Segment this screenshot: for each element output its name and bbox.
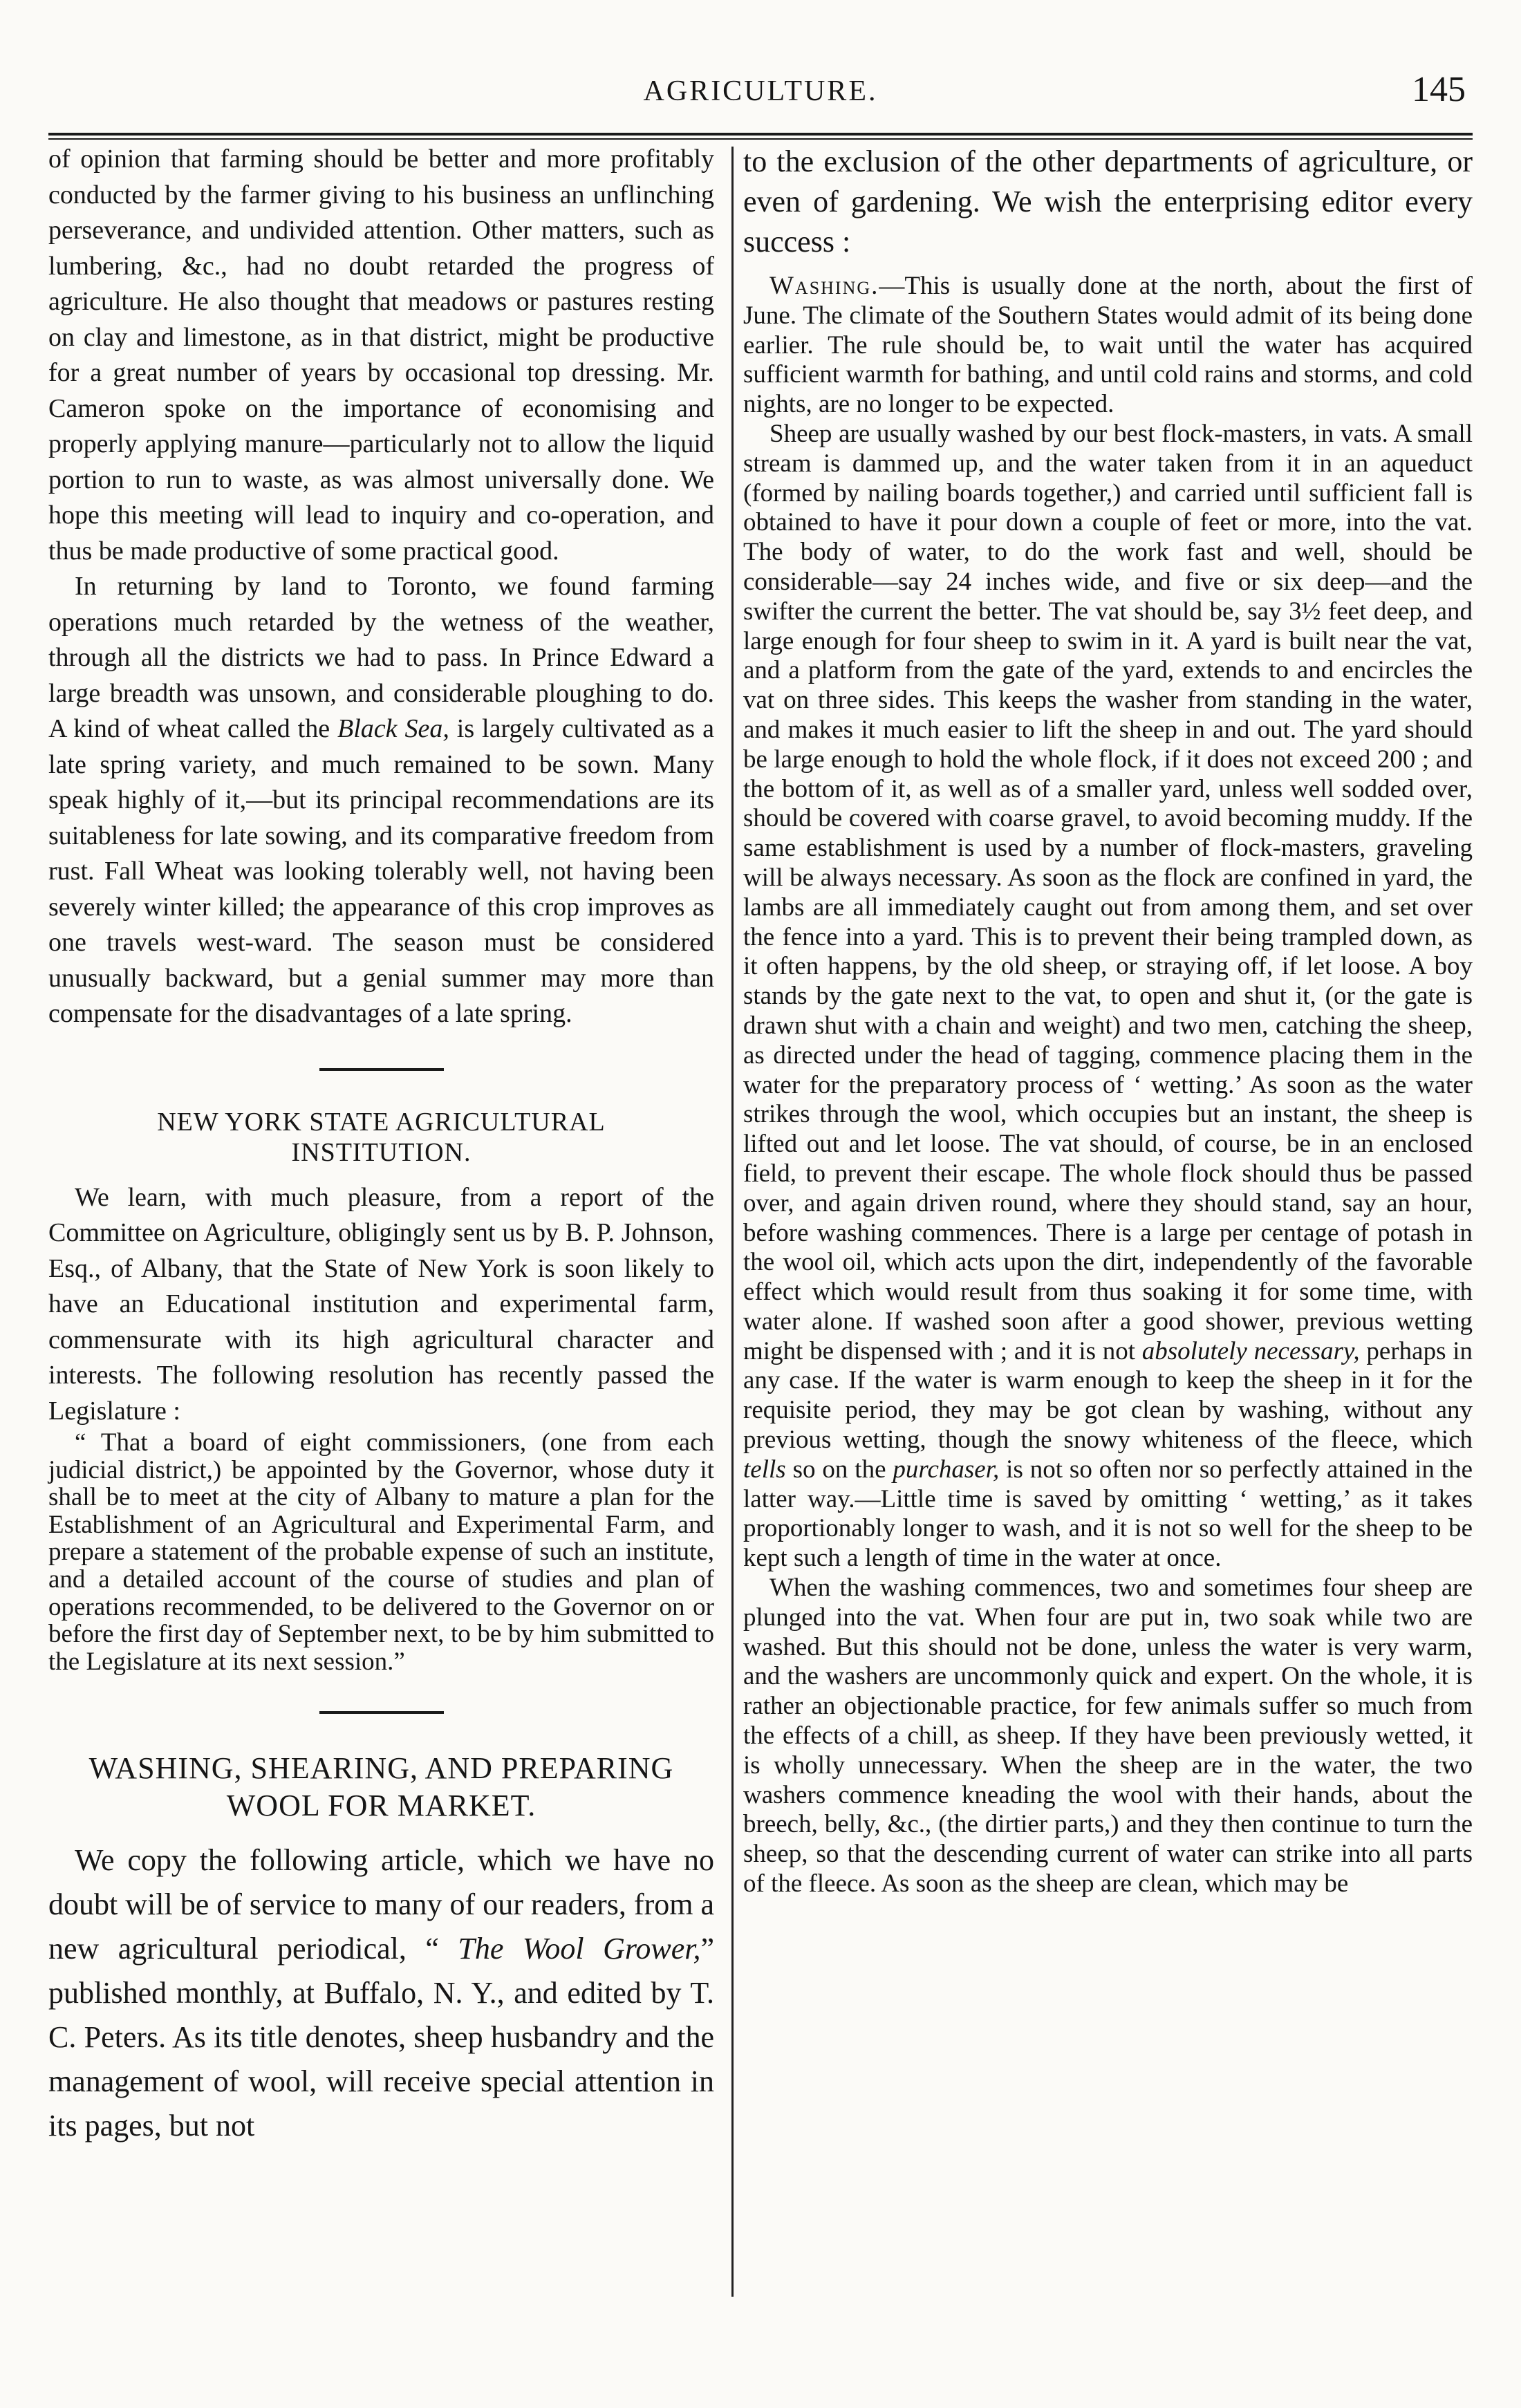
emphasis-text: tells — [743, 1455, 786, 1484]
paragraph-text: so on the — [785, 1455, 893, 1484]
paragraph-text: is not so often nor so perfectly attained in the latter way.—Little time is saved by omitting ‘ wetting,’ as it takes proportionably longer to wash, and it is not so well for the sheep to be kept such a length of time in the water at once. — [743, 1455, 1473, 1573]
quoted-resolution: “ That a board of eight commissioners, (one from each judicial district,) be appointed by the Governor, whose duty it shall be to meet at the city of Albany to mature a plan for the Establishment of an Agricultural and Experimental Farm, and prepare a statement of the probable expense of such an institute, and a detailed account of the course of studies and plan of operations recommended, to be delivered to the Governor on or before the first day of September next, to be by him submitted to the Legislature at its next session.” — [48, 1428, 714, 1676]
wheat-variety-name: Black Sea, — [337, 714, 449, 743]
paragraph-text: In returning by land to Toronto, we found farming operations much retarded by the wetness of the weather, through all the districts we had to pass. In Prince Edward a large breadth was unsown, and considerable ploughing to do. A kind of wheat called the — [48, 572, 714, 743]
header-rule-thin — [48, 138, 1473, 140]
paragraph-text: perhaps in any case. If the water is warm enough to keep the sheep in it for the requisite period, they may be got clean by washing, without any previous wetting, though the snowy whiteness of the fleece, which — [743, 1336, 1473, 1455]
paragraph-text: —This is usually done at the north, about the first of June. The climate of the Southern States would admit of its being done earlier. The rule should be, to wait until the water has acquired sufficient warmth for bathing, and until cold rains and storms, and cold nights, are no longer to be expected. — [743, 272, 1473, 419]
periodical-title: The Wool Grower, — [458, 1932, 701, 1966]
page-number: 145 — [1412, 70, 1466, 109]
emphasis-text: absolutely necessary, — [1141, 1336, 1360, 1365]
paragraph-institution: We learn, with much pleasure, from a report of the Committee on Agriculture, obligingly sent us by B. P. Johnson, Esq., of Albany, that the State of New York is soon likely to have an Educational institution and experimental farm, commensurate with its high agricultural character and interests. The following resolution has recently passed the Legislature : — [48, 1182, 714, 1426]
paragraph-washing-commences: When the washing commences, two and sometimes four sheep are plunged into the vat. When four are put in, two soak while two are washed. But this should not be done, unless the water is very warm, and the washers are uncommonly quick and expert. On the whole, it is rather an objectionable practice, for few animals suffer so much from the effects of a chill, as sheep. If they have been previously wetted, it is wholly unnecessary. When the sheep are in the water, the two washers commence kneading the wool with their hands, about the breech, belly, &c., (the dirtier parts,) and they then continue to turn the sheep, so that the descending current of water can strike into all parts of the fleece. As soon as the sheep are clean, which may be — [743, 1574, 1473, 1898]
right-column — [743, 142, 1473, 1899]
heading-line: WOOL FOR MARKET. — [226, 1789, 536, 1823]
paragraph-wool-grower-intro — [48, 1838, 714, 2148]
page-header — [48, 69, 1473, 118]
column-divider — [731, 147, 734, 2297]
section-heading-institution — [48, 1107, 714, 1168]
washing-lead: Washing. — [769, 272, 879, 300]
section-heading-wool — [48, 1750, 714, 1824]
paragraph-returning-toronto — [48, 569, 714, 1032]
section-separator — [319, 1068, 444, 1071]
running-title: AGRICULTURE. — [643, 75, 878, 107]
heading-line: INSTITUTION. — [291, 1137, 472, 1167]
paragraph-text: We copy the following article, which we have no doubt will be of service to many of our readers, from a new agricultural periodical, “ — [48, 1843, 714, 1966]
paragraph-text: Sheep are usually washed by our best flock-masters, in vats. A small stream is dammed up, and the water taken from it in an aqueduct (formed by nailing boards together,) and carried until sufficient fall is obtained to have it pour down a couple of feet or more, into the vat. The body of water, to do the work fast and well, should be considerable—say 24 inches wide, and five or six deep—and the swifter the current the better. The vat should be, say 3½ feet deep, and large enough for four sheep to swim in it. A yard is built near the vat, and a platform from the gate of the yard, extends to and encircles the vat on three sides. This keeps the washer from standing in the water, and makes it much easier to lift the sheep in and out. The yard should be large enough to hold the whole flock, if it does not exceed 200 ; and the bottom of it, as well as of a smaller yard, unless well sodded over, should be covered with coarse gravel, to avoid becoming muddy. If the same establishment is used by a number of flock-masters, graveling will be always necessary. As soon as the flock are confined in yard, the lambs are all immediately caught out from among them, and set over the fence into a yard. This is to prevent their being trampled down, as it often happens, by the old sheep, or straying off, if let loose. A boy stands by the gate next to the vat, to open and shut it, (or the gate is drawn shut with a chain and weight) and two men, catching the sheep, as directed under the head of tagging, commence placing them in the water for the preparatory process of ‘ wetting.’ As soon as the water strikes through the wool, which occupies but an instant, the sheep is lifted out and let loose. The vat should, of course, be in an enclosed field, to prevent their escape. The whole flock should thus be passed over, and again driven round, where they should stand, say an hour, before washing commences. There is a large per centage of potash in the wool oil, which acts upon the dirt, independently of the favorable effect which would result from thus soaking it for some time, with water alone. If washed soon after a good shower, previous wetting might be dispensed with ; and it is not — [743, 419, 1473, 1365]
paragraph-washing — [743, 272, 1473, 420]
heading-line: NEW YORK STATE AGRICULTURAL — [157, 1107, 606, 1137]
emphasis-text: purchaser, — [893, 1455, 1000, 1484]
section-separator — [319, 1711, 444, 1714]
heading-line: WASHING, SHEARING, AND PREPARING — [88, 1751, 674, 1786]
paragraph-continuation: to the exclusion of the other departments of agriculture, or even of gardening. We wish the enterprising editor every success : — [743, 144, 1473, 259]
paragraph-meeting-report: of opinion that farming should be better and more profitably conducted by the farmer giving to his business an unflinching perseverance, and undivided attention. Other matters, such as lumbering, &c., had no doubt retarded the progress of agriculture. He also thought that meadows or pastures resting on clay and limestone, as in that district, might be productive for a great number of years by occasional top dressing. Mr. Cameron spoke on the importance of economising and properly applying manure—particularly not to allow the liquid portion to run to waste, as was almost universally done. We hope this meeting will lead to inquiry and co-operation, and thus be made productive of some practical good. — [48, 144, 714, 566]
paragraph-text: ” published monthly, at Buffalo, N. Y., and edited by T. C. Peters. As its title denotes, sheep husbandry and the management of wool, will receive special attention in its pages, but not — [48, 1932, 714, 2143]
left-column — [48, 142, 714, 2148]
paragraph-text: is largely cultivated as a late spring variety, and much remained to be sown. Many speak highly of it,—but its principal recommendations are its suitableness for late sowing, and its comparative freedom from rust. Fall Wheat was looking tolerably well, not having been severely winter killed; the appearance of this crop improves as one travels west-ward. The season must be considered unusually backward, but a genial summer may more than compensate for the disadvantages of a late spring. — [48, 714, 714, 1028]
header-rule — [48, 133, 1473, 136]
paragraph-vats — [743, 420, 1473, 1574]
